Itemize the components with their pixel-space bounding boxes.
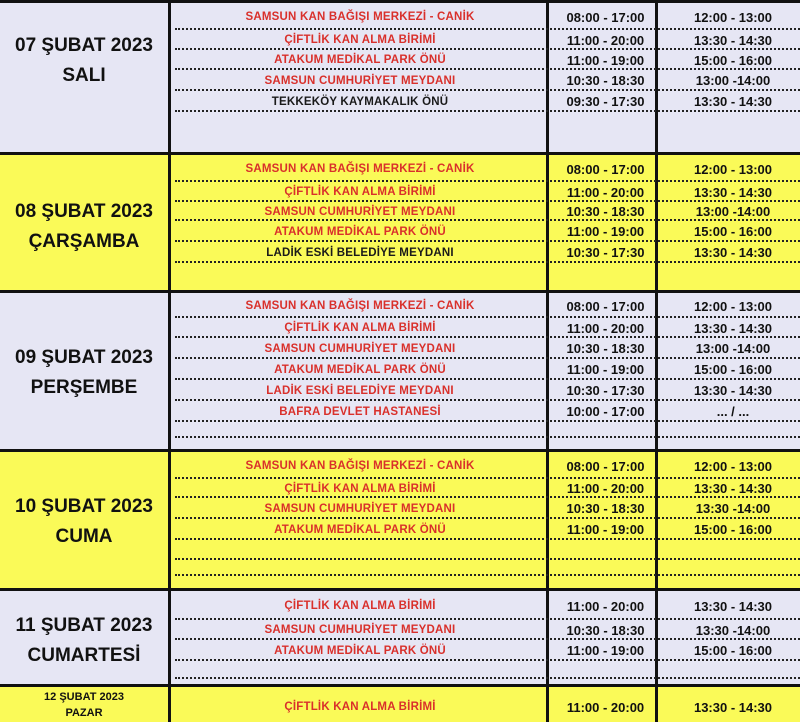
day-label: [0, 343, 168, 403]
table-row: [175, 640, 800, 661]
location-cell: SAMSUN CUMHURİYET MEYDANI: [264, 502, 456, 515]
day-label: [0, 31, 168, 91]
row-divider: [175, 261, 800, 263]
break-hours-cell: 13:00 -14:00: [695, 204, 771, 219]
location-cell: ÇİFTLİK KAN ALMA BİRİMİ: [284, 186, 436, 198]
table-row: [175, 498, 800, 519]
break-hours-cell: 12:00 - 13:00: [693, 298, 773, 314]
row-divider: [175, 677, 800, 679]
break-hours-cell: ... / ...: [716, 404, 750, 419]
break-hours-cell: 15:00 - 16:00: [693, 643, 773, 658]
location-cell: SAMSUN KAN BAĞIŞI MERKEZİ - CANİK: [245, 460, 475, 472]
location-cell: SAMSUN CUMHURİYET MEYDANI: [264, 205, 456, 218]
location-cell: ATAKUM MEDİKAL PARK ÖNÜ: [274, 523, 446, 536]
break-hours-cell: [666, 540, 800, 560]
table-row: [175, 202, 800, 221]
break-hours-cell: 13:30 - 14:30: [693, 598, 773, 614]
table-row: [175, 50, 800, 70]
day-date: 09 ŞUBAT 2023: [15, 347, 153, 368]
working-hours-cell: 08:00 - 17:00: [566, 161, 645, 177]
break-hours-cell: 15:00 - 16:00: [693, 522, 773, 537]
location-cell: ÇİFTLİK KAN ALMA BİRİMİ: [284, 482, 436, 495]
working-hours-cell: 11:00 - 20:00: [566, 184, 645, 200]
day-date: 08 ŞUBAT 2023: [15, 201, 153, 222]
break-hours-cell: 13:30 - 14:30: [693, 383, 773, 398]
column-divider: [168, 591, 171, 684]
working-hours-cell: 11:00 - 20:00: [566, 320, 645, 336]
day-name: SALI: [62, 65, 106, 86]
location-cell: ATAKUM MEDİKAL PARK ÖNÜ: [274, 225, 446, 238]
column-divider: [168, 3, 171, 152]
working-hours-cell: [550, 540, 661, 560]
working-hours-cell: 10:30 - 18:30: [566, 73, 645, 88]
day-label: [0, 197, 168, 257]
break-hours-cell: 13:30 - 14:30: [693, 184, 773, 200]
break-hours-cell: 13:30 -14:00: [695, 622, 771, 638]
working-hours-cell: 11:00 - 20:00: [566, 699, 645, 715]
table-row: [175, 401, 800, 422]
table-row: [175, 380, 800, 401]
break-hours-cell: 13:30 - 14:30: [693, 32, 773, 48]
break-hours-cell: 12:00 - 13:00: [693, 9, 773, 25]
day-name: PERŞEMBE: [30, 377, 138, 398]
working-hours-cell: 10:00 - 17:00: [566, 404, 645, 419]
table-row: [175, 592, 800, 620]
day-label: [0, 689, 168, 721]
location-cell: BAFRA DEVLET HASTANESİ: [279, 405, 441, 418]
working-hours-cell: 08:00 - 17:00: [566, 298, 645, 314]
working-hours-cell: 08:00 - 17:00: [566, 458, 645, 474]
table-row: [175, 70, 800, 91]
location-cell: ATAKUM MEDİKAL PARK ÖNÜ: [274, 363, 446, 376]
table-row: [175, 688, 800, 722]
table-row: [175, 318, 800, 338]
day-group: [0, 449, 800, 588]
day-group: [0, 684, 800, 722]
break-hours-cell: 13:00 -14:00: [695, 341, 771, 356]
location-cell: LADİK ESKİ BELEDİYE MEYDANI: [266, 384, 454, 397]
day-group: [0, 0, 800, 152]
column-divider: [168, 155, 171, 290]
column-divider: [168, 687, 171, 722]
table-row: [175, 294, 800, 318]
day-name: CUMARTESİ: [27, 645, 141, 666]
table-row: [175, 182, 800, 202]
day-group: [0, 290, 800, 449]
break-hours-cell: 13:30 -14:00: [695, 501, 771, 516]
working-hours-cell: 11:00 - 19:00: [566, 52, 645, 68]
location-cell: [175, 540, 545, 560]
break-hours-cell: 15:00 - 16:00: [693, 52, 773, 68]
table-row: [175, 221, 800, 242]
working-hours-cell: 10:30 - 18:30: [566, 622, 645, 638]
table-row: [175, 338, 800, 359]
day-group: [0, 152, 800, 290]
break-hours-cell: 15:00 - 16:00: [693, 224, 773, 239]
day-date: 12 ŞUBAT 2023: [44, 691, 124, 703]
location-cell: SAMSUN KAN BAĞIŞI MERKEZİ - CANİK: [245, 300, 475, 312]
location-cell: ÇİFTLİK KAN ALMA BİRİMİ: [284, 34, 436, 46]
working-hours-cell: 11:00 - 20:00: [566, 481, 645, 496]
day-date: 11 ŞUBAT 2023: [15, 615, 153, 636]
table-row: [175, 156, 800, 182]
table-row: [175, 519, 800, 540]
break-hours-cell: 13:30 - 14:30: [693, 320, 773, 336]
location-cell: SAMSUN KAN BAĞIŞI MERKEZİ - CANİK: [245, 11, 475, 23]
row-divider: [175, 110, 800, 112]
location-cell: ATAKUM MEDİKAL PARK ÖNÜ: [274, 644, 446, 657]
location-cell: ATAKUM MEDİKAL PARK ÖNÜ: [274, 54, 446, 66]
working-hours-cell: 08:00 - 17:00: [566, 9, 645, 25]
working-hours-cell: 11:00 - 20:00: [566, 32, 645, 48]
working-hours-cell: 10:30 - 17:30: [566, 245, 645, 260]
column-divider: [168, 293, 171, 449]
table-row: [175, 560, 800, 576]
day-label: [0, 611, 168, 671]
table-row: [175, 453, 800, 479]
column-divider: [168, 452, 171, 588]
day-name: PAZAR: [65, 707, 103, 719]
location-cell: ÇİFTLİK KAN ALMA BİRİMİ: [284, 600, 436, 612]
working-hours-cell: 11:00 - 19:00: [566, 224, 645, 239]
break-hours-cell: 12:00 - 13:00: [693, 161, 773, 177]
table-row: [175, 4, 800, 30]
table-row: [175, 540, 800, 560]
table-row: [175, 359, 800, 380]
table-row: [175, 30, 800, 50]
table-row: [175, 620, 800, 640]
day-name: CUMA: [55, 526, 113, 547]
break-hours-cell: 13:30 - 14:30: [693, 699, 773, 715]
location-cell: SAMSUN KAN BAĞIŞI MERKEZİ - CANİK: [245, 163, 475, 175]
location-cell: SAMSUN CUMHURİYET MEYDANI: [264, 342, 456, 355]
working-hours-cell: 10:30 - 18:30: [566, 501, 645, 516]
break-hours-cell: 13:30 - 14:30: [693, 94, 773, 109]
table-row: [175, 479, 800, 498]
working-hours-cell: 09:30 - 17:30: [566, 94, 645, 109]
break-hours-cell: 15:00 - 16:00: [693, 362, 773, 377]
row-divider: [175, 436, 800, 438]
day-date: 10 ŞUBAT 2023: [15, 496, 153, 517]
working-hours-cell: 11:00 - 19:00: [566, 522, 645, 537]
working-hours-cell: 10:30 - 17:30: [566, 383, 645, 398]
table-row: [175, 242, 800, 263]
break-hours-cell: 13:30 - 14:30: [693, 481, 773, 496]
working-hours-cell: 10:30 - 18:30: [566, 341, 645, 356]
day-group: [0, 588, 800, 684]
location-cell: LADİK ESKİ BELEDİYE MEYDANI: [266, 246, 454, 259]
location-cell: SAMSUN CUMHURİYET MEYDANI: [264, 624, 456, 636]
table-row: [175, 661, 800, 679]
working-hours-cell: 11:00 - 19:00: [566, 362, 645, 377]
day-label: [0, 492, 168, 552]
location-cell: ÇİFTLİK KAN ALMA BİRİMİ: [284, 322, 436, 334]
break-hours-cell: 13:00 -14:00: [695, 73, 771, 88]
location-cell: TEKKEKÖY KAYMAKALIK ÖNÜ: [271, 95, 449, 108]
break-hours-cell: 12:00 - 13:00: [693, 458, 773, 474]
working-hours-cell: 11:00 - 20:00: [566, 598, 645, 614]
working-hours-cell: 11:00 - 19:00: [566, 643, 645, 658]
break-hours-cell: 13:30 - 14:30: [693, 245, 773, 260]
table-row: [175, 422, 800, 438]
location-cell: ÇİFTLİK KAN ALMA BİRİMİ: [284, 701, 436, 713]
row-divider: [175, 574, 800, 576]
day-name: ÇARŞAMBA: [28, 231, 140, 252]
location-cell: SAMSUN CUMHURİYET MEYDANI: [264, 74, 456, 87]
day-date: 07 ŞUBAT 2023: [15, 35, 153, 56]
working-hours-cell: 10:30 - 18:30: [566, 204, 645, 219]
table-row: [175, 91, 800, 112]
